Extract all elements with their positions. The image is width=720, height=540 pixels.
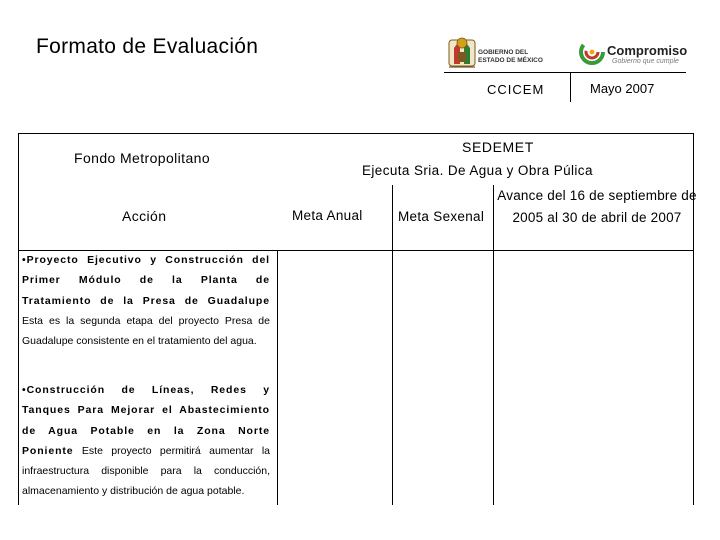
agency-name: SEDEMET [462, 139, 534, 155]
column-divider-3 [493, 185, 494, 505]
column-header-avance: Avance del 16 de septiembre de 2005 al 30 de abril de 2007 [497, 188, 697, 225]
state-government-logo-text: GOBIERNO DEL ESTADO DE MÉXICO [478, 49, 543, 64]
action-item [22, 380, 270, 502]
action-item-description: Esta es la segunda etapa del proyecto Presa de Guadalupe consistente en el tratamiento del agua. [22, 314, 270, 348]
table-left-border [18, 133, 19, 505]
compromiso-logo-tagline: Gobierno que cumple [612, 58, 679, 65]
action-item-description: Este proyecto permitirá aumentar la infraestructura disponible para la conducción, almacenamiento y distribución de agua potable. [22, 444, 270, 498]
agency-label: CCICEM [487, 82, 545, 97]
action-item [22, 250, 270, 351]
header-underline-right [570, 72, 686, 73]
header-underline-left [444, 72, 572, 73]
header-divider [570, 72, 571, 102]
fund-name: Fondo Metropolitano [74, 150, 211, 166]
column-header-meta-sexenal: Meta Sexenal [398, 209, 485, 224]
compromiso-swirl-icon [578, 38, 606, 66]
column-header-meta-anual: Meta Anual [292, 208, 363, 223]
page-title: Formato de Evaluación [36, 35, 259, 58]
action-item-title: •Proyecto Ejecutivo y Construcción del Primer Módulo de la Planta de Tratamiento de la Presa de Guadalupe [22, 254, 270, 307]
column-divider-1 [277, 250, 278, 505]
date-label: Mayo 2007 [590, 81, 655, 96]
state-emblem-icon [445, 34, 479, 70]
table-top-border [18, 133, 694, 134]
compromiso-logo-name: Compromiso [607, 43, 688, 58]
action-item-title: •Construcción de Líneas, Redes y Tanques Para Mejorar el Abastecimiento de Agua Potable en la Zona Norte Poniente [22, 384, 270, 457]
column-header-accion: Acción [122, 208, 167, 224]
executor-name: Ejecuta Sria. De Agua y Obra Púlica [362, 163, 593, 178]
column-divider-2 [392, 185, 393, 505]
